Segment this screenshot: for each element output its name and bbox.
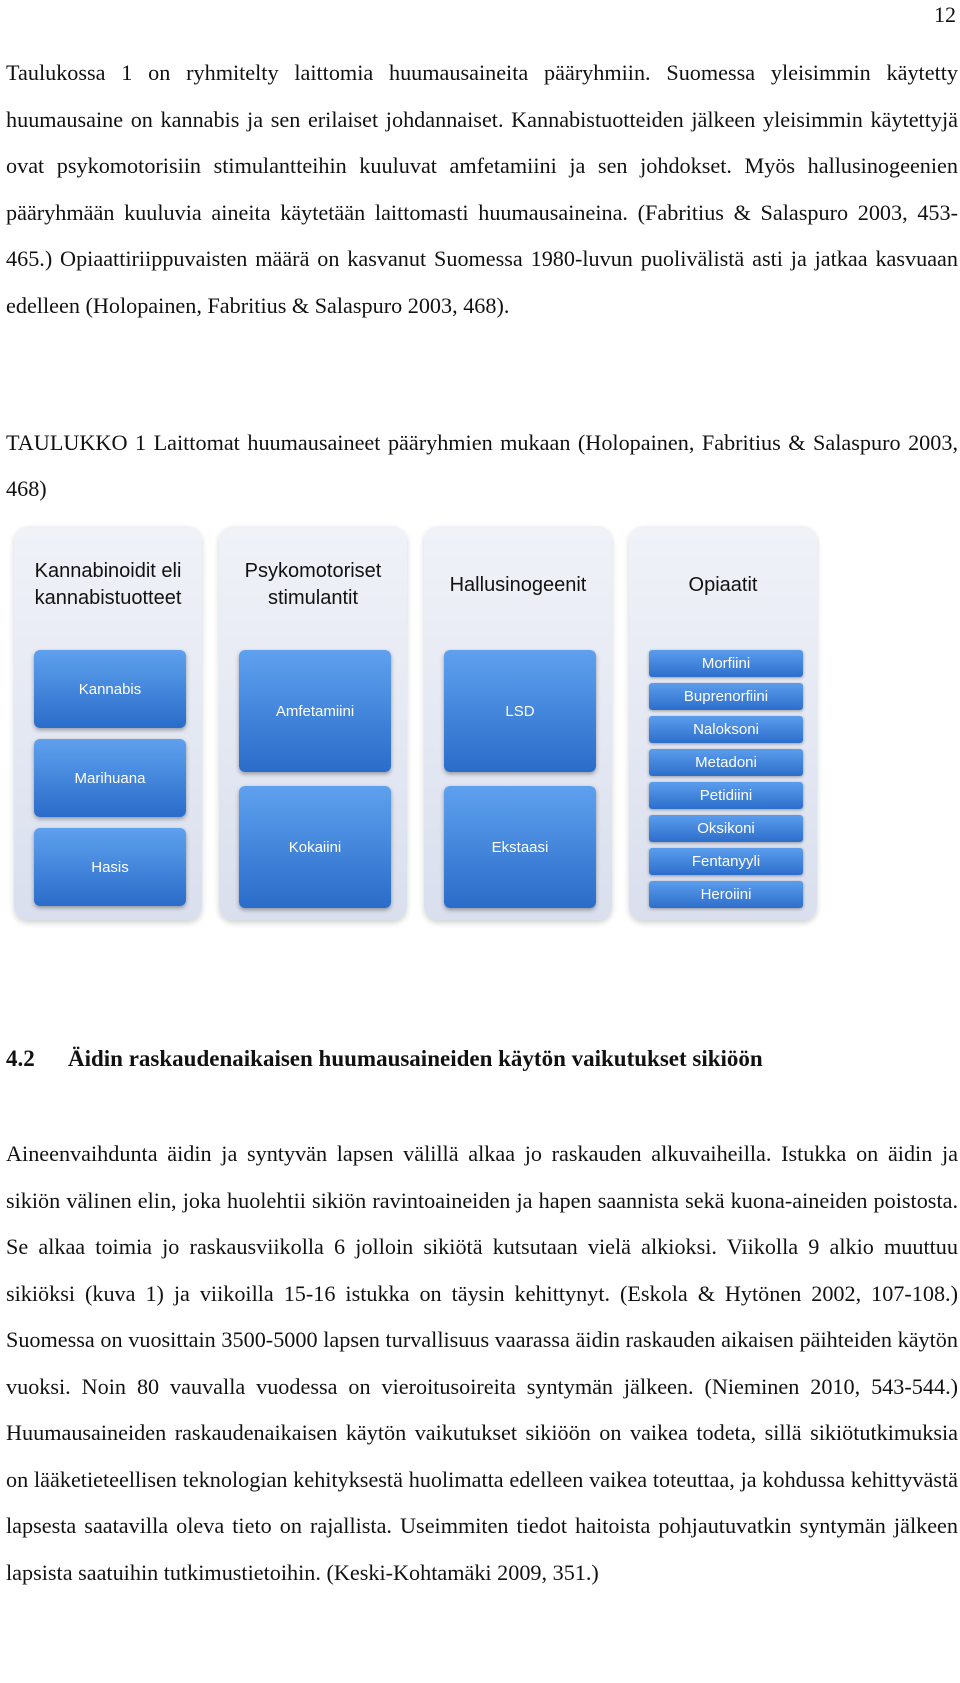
body-paragraph-2: Aineenvaihdunta äidin ja syntyvän lapsen välillä alkaa jo raskauden alkuvaiheilla. Istukka on äidin ja sikiön välinen elin, joka huolehtii sikiön ravintoaineiden ja hapen saannista sekä kuona-aineiden poistosta. Se alkaa toimia jo raskausviikolla 6 jolloin sikiötä kutsutaan vielä alkioksi. Viikolla 9 alkio muuttuu sikiöksi (kuva 1) ja viikoilla 15-16 istukka on täysin kehittynyt. (Eskola & Hytönen 2002, 107-108.) Suomessa on vuosittain 3500-5000 lapsen turvallisuus vaarassa äidin raskauden aikaisen päihteiden käytön vuoksi. Noin 80 vauvalla vuodessa on vieroitusoireita syntymän jälkeen. (Nieminen 2010, 543-544.) Huumausaineiden raskaudenaikaisen käytön vaikutukset sikiöön on vaikea todeta, sillä sikiötutkimuksia on lääketieteellisen teknologian kehityksestä huolimatta edelleen vaikea toteuttaa, ja kohdussa kehittyvästä lapsesta saatavilla oleva tieto on rajallista. Useimmiten tiedot haitoista pohjautuvatkin syntymän jälkeen lapsista saatuihin tutkimustietoihin. (Keski-Kohtamäki 2009, 351.) <box>6 1141 958 1585</box>
column-stimulants <box>219 526 407 920</box>
diagram-strip-morfiini: Morfiini <box>649 650 803 677</box>
diagram-box-marihuana: Marihuana <box>34 739 186 817</box>
section-title: Äidin raskaudenaikaisen huumausaineiden käytön vaikutukset sikiöön <box>68 1046 763 1071</box>
diagram-box-amfetamiini: Amfetamiini <box>239 650 391 772</box>
column-title: Hallusinogeenit <box>449 573 587 596</box>
diagram-box-kannabis: Kannabis <box>34 650 186 728</box>
drug-groups-diagram <box>0 520 840 930</box>
diagram-strip-naloksoni: Naloksoni <box>649 716 803 743</box>
column-title: Opiaatit <box>688 573 758 596</box>
diagram-strip-fentanyyli: Fentanyyli <box>649 848 803 875</box>
table-caption: TAULUKKO 1 Laittomat huumausaineet pääryhmien mukaan (Holopainen, Fabritius & Salaspuro 2003, 468) <box>6 430 958 501</box>
diagram-strip-metadoni: Metadoni <box>649 749 803 776</box>
section-heading <box>6 1046 763 1072</box>
diagram-box-kokaiini: Kokaiini <box>239 786 391 908</box>
column-title: Kannabinoidit eli kannabistuotteet <box>34 560 182 609</box>
page-number: 12 <box>934 2 956 27</box>
diagram-box-ekstaasi: Ekstaasi <box>444 786 596 908</box>
diagram-box-hasis: Hasis <box>34 828 186 906</box>
body-paragraph-1: Taulukossa 1 on ryhmitelty laittomia huumausaineita pääryhmiin. Suomessa yleisimmin käytetty huumausaine on kannabis ja sen erilaiset johdannaiset. Kannabistuotteiden jälkeen yleisimmin käytettyjä ovat psykomotorisiin stimulantteihin kuuluvat amfetamiini ja sen johdokset. Myös hallusinogeenien pääryhmään kuuluvia aineita käytetään laittomasti huumausaineina. (Fabritius & Salaspuro 2003, 453-465.) Opiaattiriippuvaisten määrä on kasvanut Suomessa 1980-luvun puolivälistä asti ja jatkaa kasvuaan edelleen (Holopainen, Fabritius & Salaspuro 2003, 468). <box>6 60 958 318</box>
column-cannabinoids <box>14 526 202 920</box>
diagram-strip-heroiini: Heroiini <box>649 881 803 908</box>
diagram-strip-buprenorfiini: Buprenorfiini <box>649 683 803 710</box>
column-title: Psykomotoriset stimulantit <box>244 560 382 609</box>
diagram-strip-petidiini: Petidiini <box>649 782 803 809</box>
section-number: 4.2 <box>6 1046 35 1071</box>
column-hallucinogens <box>424 526 612 920</box>
diagram-strip-oksikoni: Oksikoni <box>649 815 803 842</box>
diagram-box-lsd: LSD <box>444 650 596 772</box>
column-opiates <box>629 526 817 920</box>
